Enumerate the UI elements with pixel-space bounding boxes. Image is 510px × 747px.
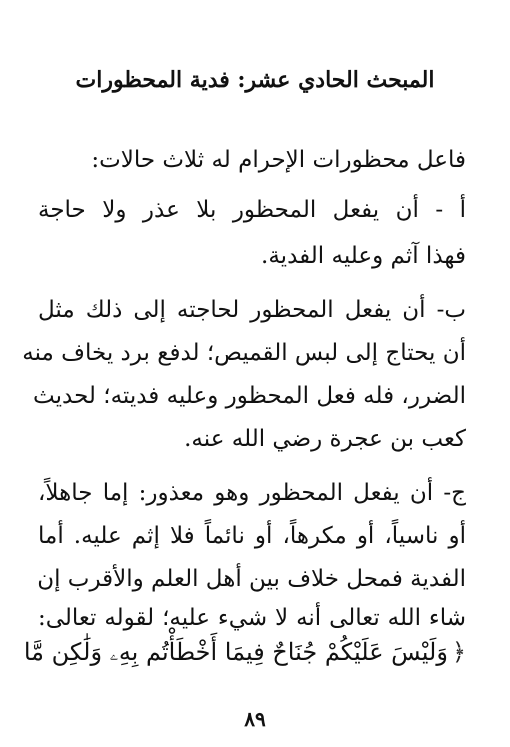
case-c-line-4: شاء الله تعالى أنه لا شيء عليه؛ لقوله تعالى: — [38, 605, 466, 631]
page-number: ٨٩ — [244, 707, 266, 731]
case-b-line-3: الضرر، فله فعل المحظور وعليه فديته؛ لحديث — [33, 383, 466, 409]
quran-verse — [23, 632, 466, 672]
case-a-line-2: فهذا آثم وعليه الفدية. — [261, 243, 466, 269]
case-b-line-1: ب- أن يفعل المحظور لحاجته إلى ذلك مثل — [38, 297, 466, 323]
case-b-line-2: أن يحتاج إلى لبس القميص؛ لدفع برد يخاف منه — [22, 340, 466, 366]
verse-text: وَلَيْسَ عَلَيْكُمْ جُنَاحٌ فِيمَا أَخْطَأْتُم بِهِۦ وَلَٰكِن مَّا — [23, 638, 448, 666]
case-c-line-2: أو ناسياً، أو مكرهاً، أو نائماً فلا إثم عليه. أما — [38, 523, 466, 549]
case-a-line-1: أ - أن يفعل المحظور بلا عذر ولا حاجة — [38, 197, 466, 223]
section-heading: المبحث الحادي عشر: فدية المحظورات — [75, 67, 435, 93]
verse-open-bracket: ﴿ — [451, 638, 466, 666]
case-c-line-3: الفدية فمحل خلاف بين أهل العلم والأقرب إن — [37, 566, 466, 592]
paragraph-intro-line: فاعل محظورات الإحرام له ثلاث حالات: — [91, 147, 466, 173]
case-b-line-4: كعب بن عجرة رضي الله عنه. — [184, 426, 466, 452]
case-c-line-1: ج- أن يفعل المحظور وهو معذور: إما جاهلاً، — [38, 480, 466, 506]
